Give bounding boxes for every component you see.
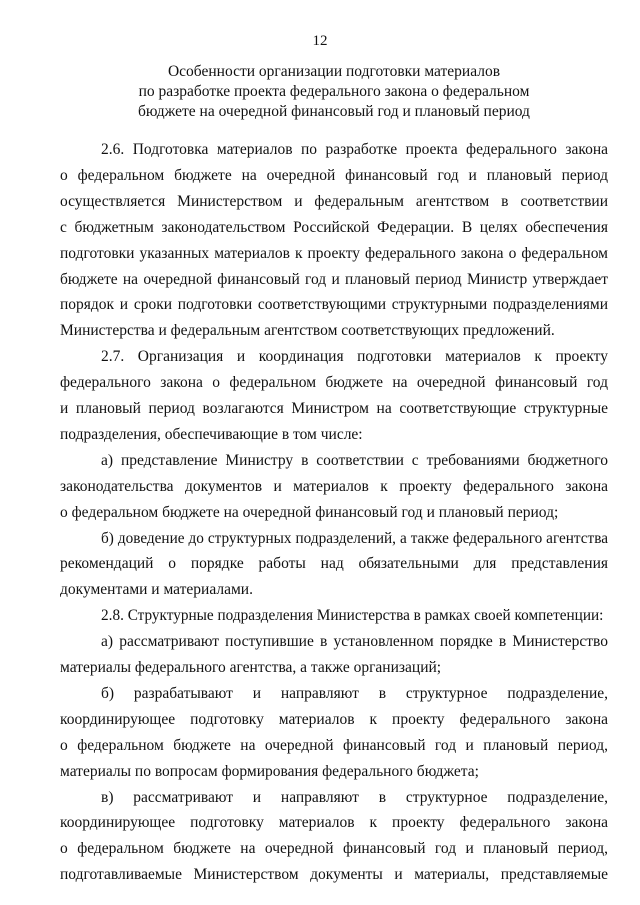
heading-line: по разработке проекта федерального закона о федеральном [138,83,530,100]
text-line: законодательства документов и материалов к проекту федерального закона [60,477,608,495]
text-line: с бюджетным законодательством Российской Федерации. В целях обеспечения [60,218,608,236]
text-line: подготавливаемые Министерством документы и материалы, представляемые [60,866,608,884]
text-line: в) рассматривают и направляют в структурное подразделение, [101,788,608,806]
text-line: координирующее подготовку материалов к проекту федерального закона [60,814,608,832]
text-line: б) разрабатывают и направляют в структурное подразделение, [101,684,608,702]
text-line: документами и материалами. [60,581,253,599]
text-line: о федеральном бюджете на очередной финансовый год и плановый период, [60,736,608,754]
text-line: и плановый период возлагаются Министром на соответствующие структурные [60,400,608,417]
text-line: о федеральном бюджете на очередной финансовый год и плановый период; [60,503,559,521]
text-line: а) представление Министру в соответствии с требованиями бюджетного [101,451,608,469]
text-line: федерального закона о федеральном бюджете на очередной финансовый год [60,374,608,392]
text-line: о федеральном бюджете на очередной финансовый год и плановый период, [60,840,608,858]
text-line: подготовки указанных материалов к проекту федерального закона о федеральном [60,244,608,262]
text-line: Министерства и федеральным агентством соответствующих предложений. [60,322,555,340]
heading-line: Особенности организации подготовки материалов [167,63,501,80]
section-heading [60,62,608,122]
heading-line: бюджете на очередной финансовый год и плановый период [138,103,530,120]
text-line: а) рассматривают поступившие в установленном порядке в Министерство [101,633,608,651]
text-line: порядок и сроки подготовки соответствующими структурными подразделениями [60,296,608,314]
text-line: осуществляется Министерством и федеральным агентством в соответствии [60,192,608,210]
text-line: координирующее подготовку материалов к проекту федерального закона [60,710,608,728]
text-line: материалы по вопросам формирования федерального бюджета; [60,762,479,780]
text-line: б) доведение до структурных подразделений, а также федерального агентства [101,529,608,547]
text-line: материалы федерального агентства, а также организаций; [60,659,442,676]
text-line: 2.6. Подготовка материалов по разработке проекта федерального закона [101,141,608,158]
text-line: 2.7. Организация и координация подготовки материалов к проекту [101,348,608,366]
text-line: рекомендаций о порядке работы над обязательными для представления [60,555,608,573]
text-line: о федеральном бюджете на очередной финансовый год и плановый период [60,166,608,184]
text-line: бюджете на очередной финансовый год и плановый период Министр утверждает [60,270,608,288]
text-line: 2.8. Структурные подразделения Министерства в рамках своей компетенции: [101,607,604,625]
page-number: 12 [312,33,328,49]
text-line: подразделения, обеспечивающие в том числе: [60,425,363,443]
